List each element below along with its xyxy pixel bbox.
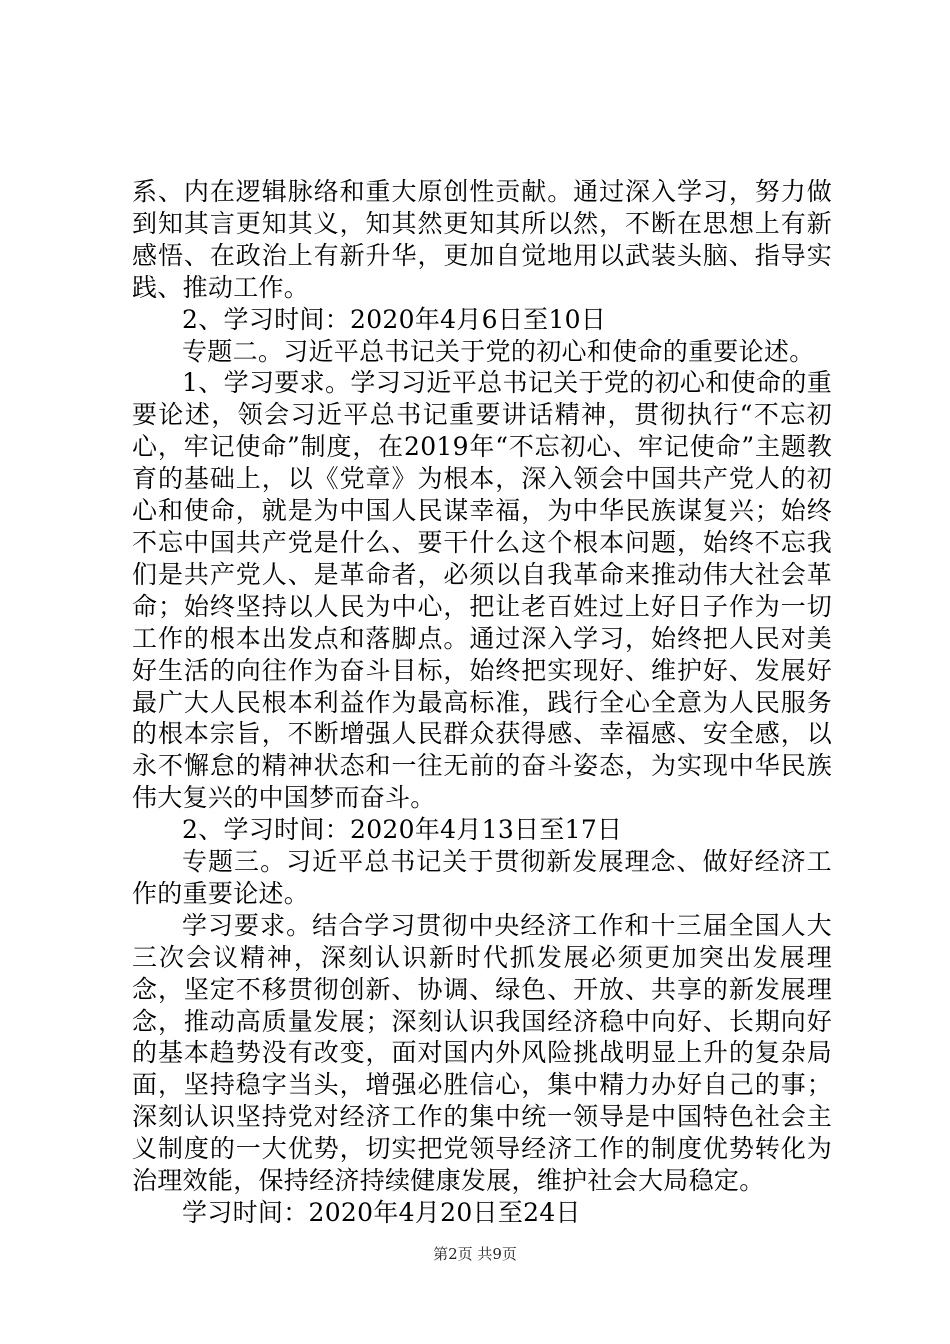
paragraph-continuation: 系、内在逻辑脉络和重大原创性贡献。通过深入学习，努力做到知其言更知其义，知其然更知其所以然，不断在思想上有新感悟、在政治上有新升华，更加自觉地用以武装头脑、指导实践、推动工作。: [132, 177, 832, 302]
paragraph-topic-3-requirements: 学习要求。结合学习贯彻中央经济工作和十三届全国人大三次会议精神，深刻认识新时代抓发展必须更加突出发展理念，坚定不移贯彻创新、协调、绿色、开放、共享的新发展理念，推动高质量发展；深刻认识我国经济稳中向好、长期向好的基本趋势没有改变，面对国内外风险挑战明显上升的复杂局面，坚持稳字当头，增强必胜信心，集中精力办好自己的事；深刻认识坚持党对经济工作的集中统一领导是中国特色社会主义制度的一大优势，切实把党领导经济工作的制度优势转化为治理效能，保持经济持续健康发展，维护社会大局稳定。: [132, 910, 832, 1196]
paragraph-topic-2-requirements: 1、学习要求。学习习近平总书记关于党的初心和使命的重要论述，领会习近平总书记重要讲话精神，贯彻执行“不忘初心，牢记使命”制度，在2019年“不忘初心、牢记使命”主题教育的基础上，以《党章》为根本，深入领会中国共产党人的初心和使命，就是为中国人民谋幸福，为中华民族谋复兴；始终不忘中国共产党是什么、要干什么这个根本问题，始终不忘我们是共产党人、是革命者，必须以自我革命来推动伟大社会革命；始终坚持以人民为中心，把让老百姓过上好日子作为一切工作的根本出发点和落脚点。通过深入学习，始终把人民对美好生活的向往作为奋斗目标，始终把实现好、维护好、发展好最广大人民根本利益作为最高标准，践行全心全意为人民服务的根本宗旨，不断增强人民群众获得感、幸福感、安全感，以永不懈怠的精神状态和一往无前的奋斗姿态，为实现中华民族伟大复兴的中国梦而奋斗。: [132, 368, 832, 813]
paragraph-study-time-1: 2、学习时间：2020年4月6日至10日: [182, 304, 607, 334]
page-footer: [0, 1244, 950, 1264]
paragraph-study-time-2: 2、学习时间：2020年4月13日至17日: [182, 815, 623, 845]
paragraph-study-time-3: 学习时间：2020年4月20日至24日: [182, 1198, 581, 1227]
page-number-label: 第2页 共9页: [433, 1245, 517, 1263]
paragraph-topic-3-heading: 专题三。习近平总书记关于贯彻新发展理念、做好经济工作的重要论述。: [132, 847, 832, 908]
document-body: [132, 176, 832, 1229]
paragraph-topic-2-heading: 专题二。习近平总书记关于党的初心和使命的重要论述。: [182, 336, 815, 366]
